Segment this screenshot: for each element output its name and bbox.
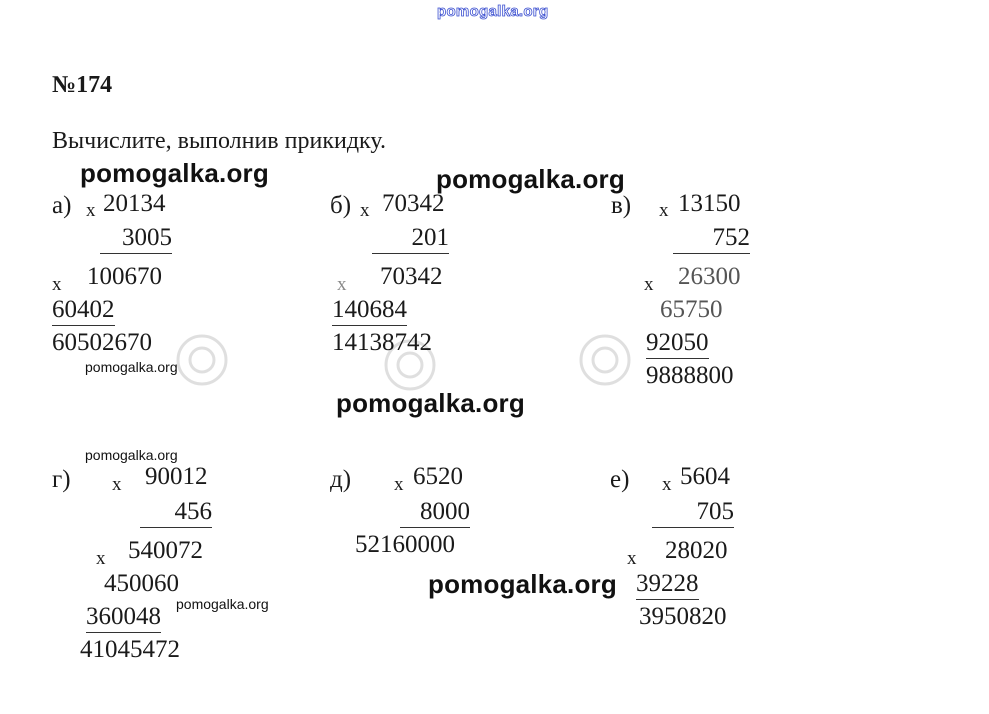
multiply-sign: x xyxy=(52,274,62,295)
task-text: Вычислите, выполнив прикидку. xyxy=(52,128,386,154)
multiply-sign: x xyxy=(659,200,669,221)
partial-product-1: 26300 xyxy=(678,263,741,290)
multiplicand: 90012 xyxy=(145,463,208,490)
multiplicand: 6520 xyxy=(413,463,463,490)
partial-product-1: 70342 xyxy=(380,263,443,290)
result-d: 52160000 xyxy=(355,531,455,558)
multiply-sign: x xyxy=(86,200,96,221)
multiply-sign: x xyxy=(644,274,654,295)
multiplier: 8000 xyxy=(400,498,470,528)
multiplicand: 20134 xyxy=(103,190,166,217)
result-a: 60502670 xyxy=(52,329,152,356)
multiplicand: 70342 xyxy=(382,190,445,217)
multiply-sign: x xyxy=(662,474,672,495)
multiply-sign: x xyxy=(96,548,106,569)
watermark-text: pomogalka.org xyxy=(428,569,617,599)
result-g: 41045472 xyxy=(80,636,180,663)
multiply-sign: x xyxy=(627,548,637,569)
partial-product-2: 65750 xyxy=(660,296,723,323)
watermark-text: pomogalka.org xyxy=(85,447,178,463)
watermark-text: pomogalka.org xyxy=(176,596,269,612)
label-v: в) xyxy=(611,192,632,219)
multiplier: 752 xyxy=(673,224,750,254)
problem-number: №174 xyxy=(52,72,113,98)
multiply-sign: x xyxy=(360,200,370,221)
partial-product-3: 360048 xyxy=(86,603,161,633)
partial-product-1: 28020 xyxy=(665,537,728,564)
partial-product-3: 92050 xyxy=(646,329,709,359)
watermark-top: pomogalka.org xyxy=(437,3,549,20)
partial-product-2: 140684 xyxy=(332,296,407,326)
partial-product-2: 39228 xyxy=(636,570,699,600)
multiplier: 3005 xyxy=(100,224,172,254)
faint-logo-icon xyxy=(575,330,635,390)
multiply-sign: x xyxy=(394,474,404,495)
faint-logo-icon xyxy=(172,330,232,390)
multiply-sign: x xyxy=(112,474,122,495)
label-e: е) xyxy=(610,466,630,493)
result-e: 3950820 xyxy=(639,603,727,630)
multiplier: 456 xyxy=(140,498,212,528)
partial-product-1: 540072 xyxy=(128,537,203,564)
partial-product-1: 100670 xyxy=(87,263,162,290)
label-b: б) xyxy=(330,192,352,219)
watermark-text: pomogalka.org xyxy=(336,388,525,418)
label-a: а) xyxy=(52,192,72,219)
partial-product-2: 60402 xyxy=(52,296,115,326)
partial-product-2: 450060 xyxy=(104,570,179,597)
label-g: г) xyxy=(52,466,71,493)
watermark-text: pomogalka.org xyxy=(80,158,269,188)
result-b: 14138742 xyxy=(332,329,432,356)
result-v: 9888800 xyxy=(646,362,734,389)
watermark-text: pomogalka.org xyxy=(85,359,178,375)
multiplicand: 13150 xyxy=(678,190,741,217)
multiply-sign: x xyxy=(337,274,347,295)
multiplicand: 5604 xyxy=(680,463,730,490)
multiplier: 201 xyxy=(372,224,449,254)
watermark-text: pomogalka.org xyxy=(436,164,625,194)
multiplier: 705 xyxy=(652,498,734,528)
label-d: д) xyxy=(330,466,352,493)
